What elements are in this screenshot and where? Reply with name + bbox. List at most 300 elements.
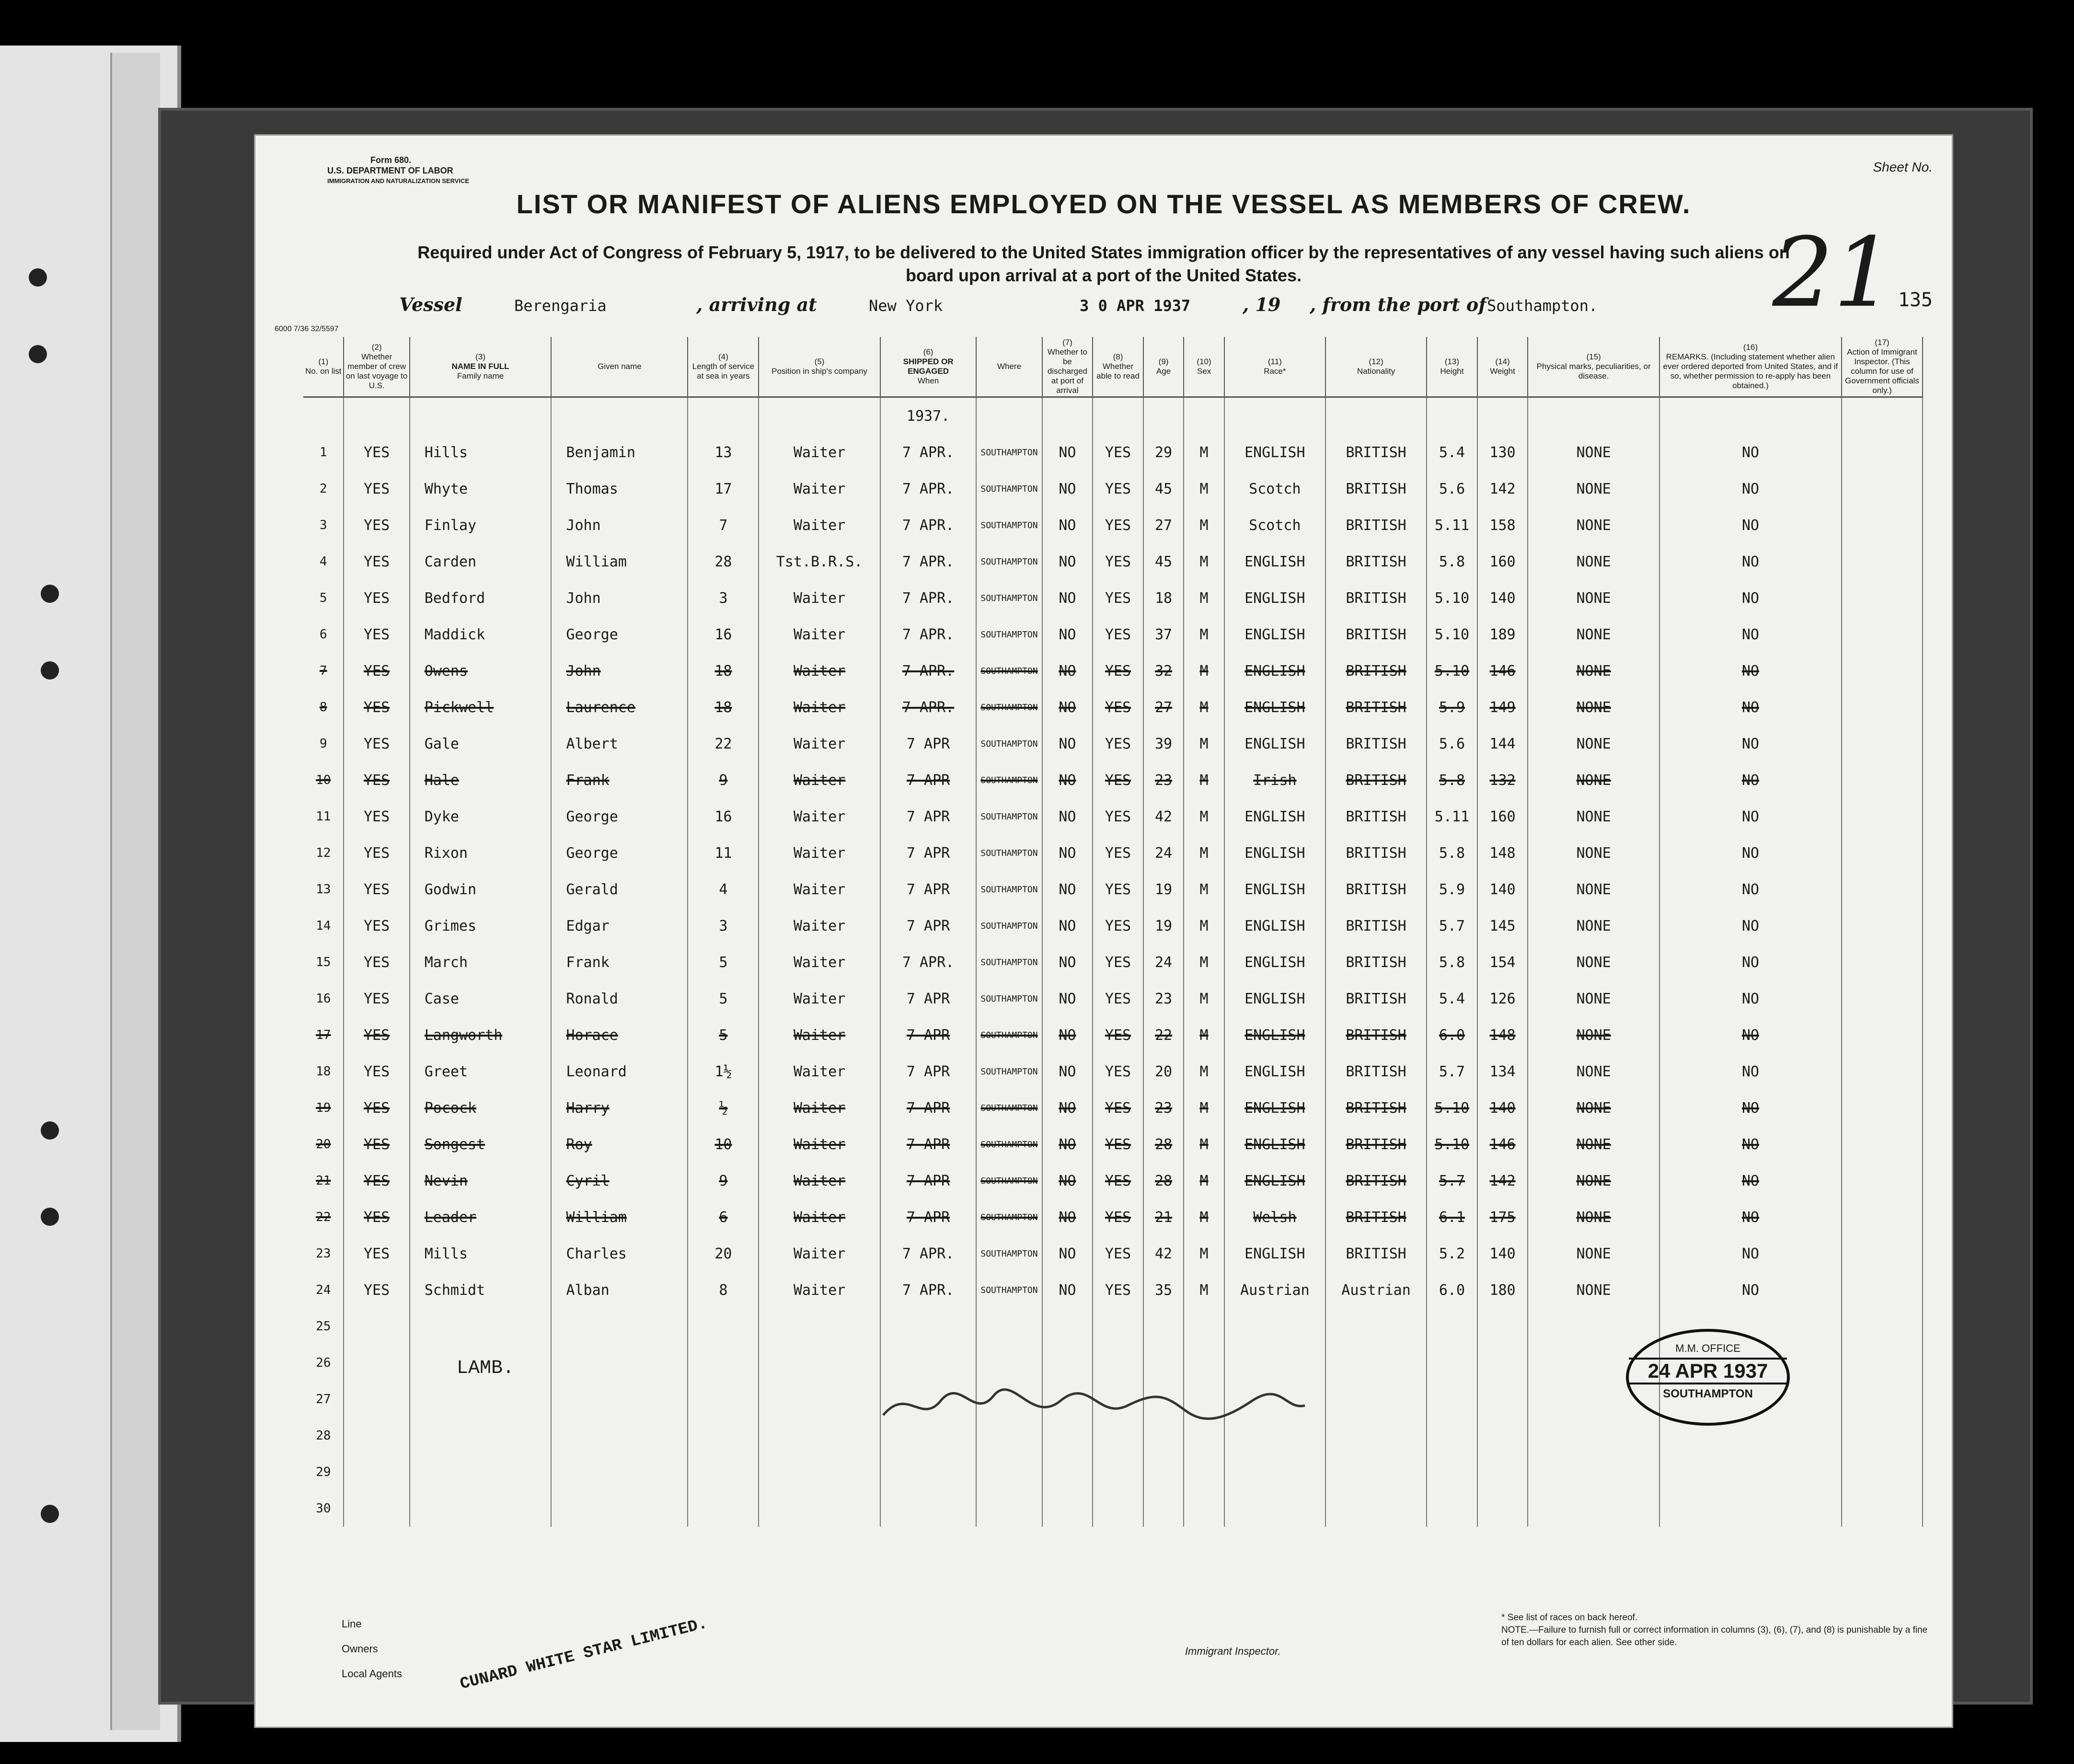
remarks: NO (1659, 507, 1842, 543)
remarks: NO (1659, 980, 1842, 1017)
able-to-read: YES (1093, 1090, 1143, 1126)
column-number: (10) (1197, 357, 1211, 366)
family-name: Dyke (410, 798, 552, 835)
height: 5.11 (1427, 798, 1477, 835)
row-number: 27 (303, 1381, 344, 1418)
row-number: 11 (303, 798, 344, 835)
weight: 175 (1477, 1199, 1528, 1235)
shipped-where: SOUTHAMPTON (976, 543, 1042, 580)
family-name: Bedford (410, 580, 552, 616)
nationality: BRITISH (1325, 726, 1427, 762)
crew-row (303, 1199, 1923, 1235)
shipped-when: 7 APR. (880, 1272, 977, 1308)
age: 27 (1143, 507, 1184, 543)
service-years: 11 (688, 835, 759, 871)
lamb-note: LAMB. (457, 1358, 515, 1379)
nationality: BRITISH (1325, 908, 1427, 944)
given-name: George (551, 798, 688, 835)
weight: 140 (1477, 871, 1528, 908)
empty-cell (1325, 1381, 1427, 1418)
physical-marks: NONE (1528, 1235, 1659, 1272)
height: 5.8 (1427, 944, 1477, 980)
column-label: Physical marks, peculiarities, or disease. (1536, 362, 1651, 380)
service-years: 7 (688, 507, 759, 543)
row-number: 8 (303, 689, 344, 726)
crew-row (303, 1017, 1923, 1053)
weight: 146 (1477, 653, 1528, 689)
service-years: 22 (688, 726, 759, 762)
column-number: (15) (1586, 352, 1601, 361)
row-number: 12 (303, 835, 344, 871)
empty-cell (1477, 1345, 1528, 1381)
shipped-where: SOUTHAMPTON (976, 507, 1042, 543)
empty-cell (1224, 1454, 1325, 1490)
previous-voyage: YES (344, 471, 409, 507)
height: 6.0 (1427, 1272, 1477, 1308)
empty-cell (1842, 1418, 1923, 1454)
sex: M (1184, 507, 1224, 543)
height: 5.10 (1427, 1126, 1477, 1163)
crew-row (303, 580, 1923, 616)
previous-voyage: YES (344, 1126, 409, 1163)
punch-hole (41, 585, 59, 603)
column-header (410, 337, 552, 397)
inspector-action (1842, 1090, 1923, 1126)
sex: M (1184, 580, 1224, 616)
physical-marks: NONE (1528, 1272, 1659, 1308)
empty-cell (759, 1381, 880, 1418)
empty-cell (880, 1454, 977, 1490)
crew-row (303, 689, 1923, 726)
able-to-read: YES (1093, 471, 1143, 507)
sex: M (1184, 1235, 1224, 1272)
service-years: 17 (688, 471, 759, 507)
height: 6.1 (1427, 1199, 1477, 1235)
given-name: John (551, 580, 688, 616)
previous-voyage: YES (344, 689, 409, 726)
remarks: NO (1659, 1235, 1842, 1272)
discharged: NO (1042, 726, 1093, 762)
empty-cell (1427, 1490, 1477, 1527)
column-header (880, 337, 977, 397)
age: 28 (1143, 1163, 1184, 1199)
column-label: Whether able to read (1096, 362, 1140, 380)
empty-cell (1842, 1345, 1923, 1381)
inspector-action (1842, 471, 1923, 507)
shipped-where: SOUTHAMPTON (976, 471, 1042, 507)
year-row (303, 397, 1923, 435)
nationality: Austrian (1325, 1272, 1427, 1308)
shipped-when: 7 APR. (880, 507, 977, 543)
column-header (1224, 337, 1325, 397)
race: ENGLISH (1224, 908, 1325, 944)
position: Waiter (759, 1090, 880, 1126)
inspector-action (1842, 980, 1923, 1017)
previous-voyage: YES (344, 1199, 409, 1235)
empty-cell (1427, 1345, 1477, 1381)
race: ENGLISH (1224, 798, 1325, 835)
shipped-where: SOUTHAMPTON (976, 1053, 1042, 1090)
column-number: (7) (1062, 338, 1072, 347)
remarks: NO (1659, 908, 1842, 944)
able-to-read: YES (1093, 1126, 1143, 1163)
physical-marks: NONE (1528, 980, 1659, 1017)
inspector-action (1842, 1126, 1923, 1163)
stamp-office: M.M. OFFICE (1675, 1342, 1740, 1354)
shipped-where: SOUTHAMPTON (976, 980, 1042, 1017)
service-years: 9 (688, 1163, 759, 1199)
shipped-where: SOUTHAMPTON (976, 1235, 1042, 1272)
column-header (1325, 337, 1427, 397)
shipped-where: SOUTHAMPTON (976, 944, 1042, 980)
shipped-where: SOUTHAMPTON (976, 1272, 1042, 1308)
empty-cell (410, 1308, 552, 1345)
physical-marks: NONE (1528, 434, 1659, 471)
physical-marks: NONE (1528, 1053, 1659, 1090)
height: 5.10 (1427, 1090, 1477, 1126)
crew-row (303, 980, 1923, 1017)
row-number: 21 (303, 1163, 344, 1199)
family-name: Hills (410, 434, 552, 471)
empty-cell (1184, 1454, 1224, 1490)
given-name: John (551, 653, 688, 689)
previous-voyage: YES (344, 1053, 409, 1090)
sex: M (1184, 1017, 1224, 1053)
empty-cell (1224, 1345, 1325, 1381)
punch-hole (41, 661, 59, 680)
able-to-read: YES (1093, 1017, 1143, 1053)
sex: M (1184, 1272, 1224, 1308)
service-years: 28 (688, 543, 759, 580)
inspector-action (1842, 434, 1923, 471)
remarks: NO (1659, 726, 1842, 762)
shipped-when: 7 APR (880, 980, 977, 1017)
empty-cell (551, 1381, 688, 1418)
weight: 144 (1477, 726, 1528, 762)
nationality: BRITISH (1325, 1235, 1427, 1272)
inspector-action (1842, 1053, 1923, 1090)
height: 5.8 (1427, 762, 1477, 798)
weight: 134 (1477, 1053, 1528, 1090)
weight: 142 (1477, 471, 1528, 507)
height: 5.2 (1427, 1235, 1477, 1272)
sex: M (1184, 1126, 1224, 1163)
column-number: (16) (1743, 343, 1758, 352)
weight: 154 (1477, 944, 1528, 980)
inspector-action (1842, 726, 1923, 762)
column-label: Weight (1490, 367, 1515, 376)
family-name: Grimes (410, 908, 552, 944)
nationality: BRITISH (1325, 944, 1427, 980)
weight: 146 (1477, 1126, 1528, 1163)
previous-voyage: YES (344, 543, 409, 580)
shipped-or-engaged-label: SHIPPED OR ENGAGED (903, 357, 954, 376)
given-name: Ronald (551, 980, 688, 1017)
empty-cell (1842, 1381, 1923, 1418)
column-header (303, 337, 344, 397)
previous-voyage: YES (344, 653, 409, 689)
age: 22 (1143, 1017, 1184, 1053)
physical-marks: NONE (1528, 653, 1659, 689)
empty-cell (551, 1418, 688, 1454)
empty-cell (1184, 1308, 1224, 1345)
previous-voyage: YES (344, 580, 409, 616)
weight: 189 (1477, 616, 1528, 653)
column-label: Where (997, 362, 1022, 371)
empty-cell (344, 1418, 409, 1454)
row-number: 4 (303, 543, 344, 580)
empty-cell (1842, 1490, 1923, 1527)
column-header (976, 337, 1042, 397)
penalty-note: NOTE.—Failure to furnish full or correct information in columns (3), (6), (7), and (8) is punishable by a fine of ten dollars for each alien. See other side. (1501, 1625, 1928, 1648)
shipped-where: SOUTHAMPTON (976, 762, 1042, 798)
remarks: NO (1659, 871, 1842, 908)
sex: M (1184, 908, 1224, 944)
family-name: Rixon (410, 835, 552, 871)
empty-cell (1427, 1381, 1477, 1418)
previous-voyage: YES (344, 944, 409, 980)
empty-cell (1224, 1490, 1325, 1527)
shipped-when: 7 APR. (880, 689, 977, 726)
print-code: 6000 7/36 32/5597 (275, 325, 339, 333)
punch-hole (29, 345, 47, 363)
service-years: 16 (688, 798, 759, 835)
age: 27 (1143, 689, 1184, 726)
remarks: NO (1659, 543, 1842, 580)
age: 24 (1143, 944, 1184, 980)
column-header (1093, 337, 1143, 397)
age: 37 (1143, 616, 1184, 653)
race: ENGLISH (1224, 580, 1325, 616)
empty-cell (1042, 1490, 1093, 1527)
column-number: (11) (1267, 357, 1282, 366)
shipped-when: 7 APR (880, 835, 977, 871)
race: ENGLISH (1224, 944, 1325, 980)
age: 24 (1143, 835, 1184, 871)
physical-marks: NONE (1528, 580, 1659, 616)
column-label: REMARKS. (Including statement whether alien ever ordered deported from United States, and if so, whether permission to re-apply has been obtained.) (1663, 352, 1838, 390)
given-name: Roy (551, 1126, 688, 1163)
age: 20 (1143, 1053, 1184, 1090)
footer-notes (1501, 1612, 1933, 1649)
physical-marks: NONE (1528, 1199, 1659, 1235)
empty-cell (1325, 1418, 1427, 1454)
race: Austrian (1224, 1272, 1325, 1308)
nationality: BRITISH (1325, 980, 1427, 1017)
previous-voyage: YES (344, 507, 409, 543)
inspector-action (1842, 835, 1923, 871)
inspector-action (1842, 653, 1923, 689)
shipped-when: 7 APR. (880, 580, 977, 616)
empty-cell (1528, 1418, 1659, 1454)
family-name: Whyte (410, 471, 552, 507)
able-to-read: YES (1093, 762, 1143, 798)
shipped-when: 7 APR (880, 1199, 977, 1235)
position: Waiter (759, 1163, 880, 1199)
given-name: George (551, 835, 688, 871)
row-number: 6 (303, 616, 344, 653)
nationality: BRITISH (1325, 1017, 1427, 1053)
family-name: Pickwell (410, 689, 552, 726)
given-name: Cyril (551, 1163, 688, 1199)
shipped-where: SOUTHAMPTON (976, 908, 1042, 944)
empty-cell (344, 1381, 409, 1418)
physical-marks: NONE (1528, 871, 1659, 908)
shipped-where: SOUTHAMPTON (976, 798, 1042, 835)
physical-marks: NONE (1528, 507, 1659, 543)
sex: M (1184, 434, 1224, 471)
arrival-port: New York (869, 297, 943, 315)
remarks: NO (1659, 471, 1842, 507)
position: Waiter (759, 835, 880, 871)
nationality: BRITISH (1325, 653, 1427, 689)
sex: M (1184, 798, 1224, 835)
discharged: NO (1042, 1017, 1093, 1053)
able-to-read: YES (1093, 871, 1143, 908)
crew-row (303, 1272, 1923, 1308)
previous-voyage: YES (344, 1235, 409, 1272)
weight: 142 (1477, 1163, 1528, 1199)
position: Waiter (759, 580, 880, 616)
able-to-read: YES (1093, 434, 1143, 471)
nationality: BRITISH (1325, 762, 1427, 798)
weight: 140 (1477, 580, 1528, 616)
empty-row (303, 1454, 1923, 1490)
column-label: Given name (598, 362, 642, 371)
race: ENGLISH (1224, 616, 1325, 653)
given-name: Edgar (551, 908, 688, 944)
column-label: Action of Immigrant Inspector. (This column for use of Government officials only.) (1845, 347, 1919, 395)
stamp-place: SOUTHAMPTON (1663, 1387, 1753, 1400)
column-header (1477, 337, 1528, 397)
shipped-when: 7 APR. (880, 616, 977, 653)
race: ENGLISH (1224, 871, 1325, 908)
given-name: Frank (551, 762, 688, 798)
discharged: NO (1042, 871, 1093, 908)
empty-cell (1477, 1308, 1528, 1345)
position: Waiter (759, 980, 880, 1017)
remarks: NO (1659, 762, 1842, 798)
shipped-where: SOUTHAMPTON (976, 1017, 1042, 1053)
previous-voyage: YES (344, 726, 409, 762)
service-years: 9 (688, 762, 759, 798)
discharged: NO (1042, 1235, 1093, 1272)
empty-cell (976, 1308, 1042, 1345)
family-name: Godwin (410, 871, 552, 908)
empty-cell (688, 1454, 759, 1490)
empty-cell (1477, 1418, 1528, 1454)
shipped-when: 7 APR. (880, 434, 977, 471)
races-note: * See list of races on back hereof. (1501, 1613, 1638, 1623)
empty-cell (1528, 1490, 1659, 1527)
vessel-name: Berengaria (514, 297, 607, 315)
shipped-where: SOUTHAMPTON (976, 616, 1042, 653)
position: Waiter (759, 798, 880, 835)
able-to-read: YES (1093, 580, 1143, 616)
empty-cell (759, 1308, 880, 1345)
empty-cell (344, 1345, 409, 1381)
sex: M (1184, 980, 1224, 1017)
column-header-row (303, 337, 1923, 397)
previous-voyage: YES (344, 1090, 409, 1126)
empty-cell (880, 1490, 977, 1527)
nationality: BRITISH (1325, 434, 1427, 471)
position: Waiter (759, 653, 880, 689)
remarks: NO (1659, 944, 1842, 980)
sheet-label: Sheet No. (1873, 160, 1933, 174)
empty-cell (688, 1345, 759, 1381)
line-label: Line (342, 1618, 362, 1630)
sex: M (1184, 944, 1224, 980)
race: ENGLISH (1224, 835, 1325, 871)
service-years: 16 (688, 616, 759, 653)
age: 23 (1143, 980, 1184, 1017)
given-name: Benjamin (551, 434, 688, 471)
given-name: Harry (551, 1090, 688, 1126)
sex: M (1184, 762, 1224, 798)
discharged: NO (1042, 944, 1093, 980)
service-years: 5 (688, 1017, 759, 1053)
height: 5.4 (1427, 980, 1477, 1017)
family-name: Leader (410, 1199, 552, 1235)
physical-marks: NONE (1528, 798, 1659, 835)
empty-cell (410, 1418, 552, 1454)
age: 19 (1143, 908, 1184, 944)
shipped-where: SOUTHAMPTON (976, 1126, 1042, 1163)
table-header (303, 337, 1923, 397)
row-number: 17 (303, 1017, 344, 1053)
row-number: 24 (303, 1272, 344, 1308)
race: Scotch (1224, 507, 1325, 543)
physical-marks: NONE (1528, 908, 1659, 944)
column-label: Height (1440, 367, 1464, 376)
column-number: (5) (814, 357, 825, 366)
family-name: Maddick (410, 616, 552, 653)
inspector-action (1842, 762, 1923, 798)
sex: M (1184, 653, 1224, 689)
physical-marks: NONE (1528, 944, 1659, 980)
family-name: Mills (410, 1235, 552, 1272)
nationality: BRITISH (1325, 1163, 1427, 1199)
previous-voyage: YES (344, 798, 409, 835)
race: ENGLISH (1224, 1235, 1325, 1272)
previous-voyage: YES (344, 616, 409, 653)
position: Waiter (759, 471, 880, 507)
row-number: 20 (303, 1126, 344, 1163)
empty-cell (1042, 1308, 1093, 1345)
empty-cell (1477, 1490, 1528, 1527)
height: 5.7 (1427, 1053, 1477, 1090)
nationality: BRITISH (1325, 507, 1427, 543)
crew-row (303, 944, 1923, 980)
sex: M (1184, 726, 1224, 762)
discharged: NO (1042, 908, 1093, 944)
race: ENGLISH (1224, 726, 1325, 762)
empty-cell (1093, 1308, 1143, 1345)
discharged: NO (1042, 543, 1093, 580)
empty-cell (1143, 1454, 1184, 1490)
empty-cell (880, 1345, 977, 1381)
service-years: 20 (688, 1235, 759, 1272)
from-label: , from the port of (1310, 294, 1486, 315)
discharged: NO (1042, 689, 1093, 726)
inspector-action (1842, 507, 1923, 543)
service: IMMIGRATION AND NATURALIZATION SERVICE (327, 177, 470, 184)
empty-cell (1093, 1454, 1143, 1490)
shipped-where: SOUTHAMPTON (976, 689, 1042, 726)
age: 28 (1143, 1126, 1184, 1163)
row-number: 26 (303, 1345, 344, 1381)
